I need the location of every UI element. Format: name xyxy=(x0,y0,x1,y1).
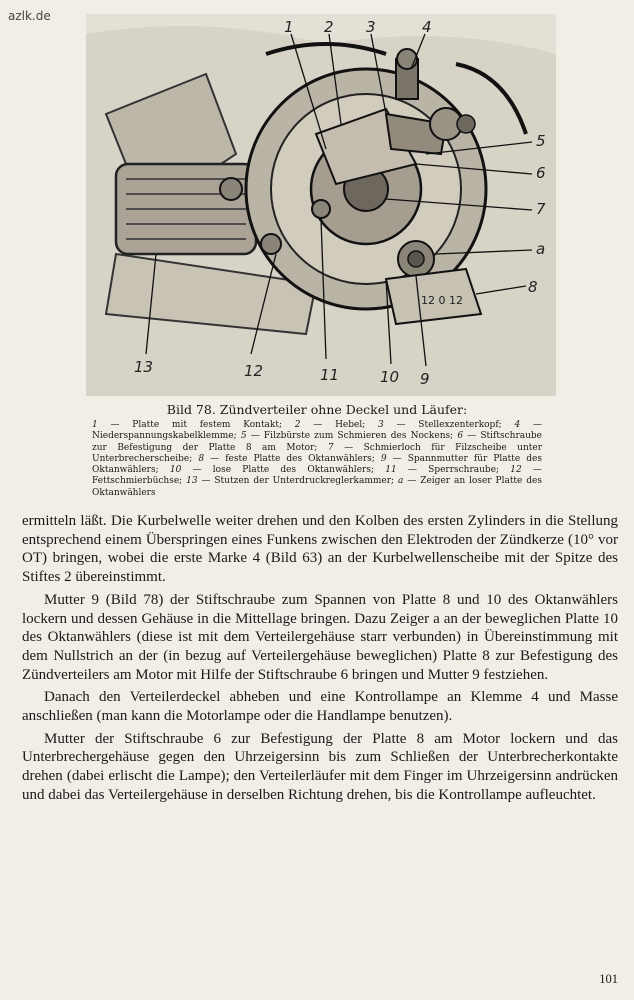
legend-item-number: 2 xyxy=(294,420,301,430)
callout-10: 10 xyxy=(380,368,400,386)
legend-item-number: 6 xyxy=(457,431,464,442)
legend-item-number: 1 xyxy=(92,420,98,430)
callout-8: 8 xyxy=(528,278,538,296)
callout-1: 1 xyxy=(284,18,294,36)
figure-caption-title: Bild 78. Zündverteiler ohne Deckel und Läufer: xyxy=(166,402,468,417)
legend-item-text: — Stellexzenterkopf; xyxy=(383,420,515,430)
callout-5: 5 xyxy=(536,132,546,150)
svg-text:12 0 12: 12 0 12 xyxy=(421,294,463,307)
callout-6: 6 xyxy=(536,164,546,182)
paragraph-4: Mutter der Stiftschraube 6 zur Befestigung der Platte 8 am Motor lockern und das Unterbrechergehäuse gegen den Uhrzeigersinn bis zum Schließen der Unterbrecherkontakte drehen (dabei erlischt die Lampe); den Verteilerläufer mit dem Finger im Uhrzeigersinn andrücken und dabei das Verteilergehäuse in derselben Richtung drehen, bis die Kontrollampe aufleuchtet. xyxy=(22,730,618,803)
legend-item-number: 9 xyxy=(380,453,387,464)
legend-item-text: — Filzbürste zum Schmieren des Nockens; xyxy=(246,431,458,442)
callout-11: 11 xyxy=(320,366,340,384)
legend-item-text: — Fettschmierbüchse; xyxy=(92,465,542,487)
callout-a: a xyxy=(536,240,546,258)
legend-item xyxy=(198,454,381,464)
legend-item-text: — Hebel; xyxy=(300,420,379,430)
legend-item-text: — Stutzen der Unterdruckreglerkammer; xyxy=(197,476,399,487)
page-number: 101 xyxy=(599,972,618,986)
paragraph-3: Danach den Verteilerdeckel abheben und eine Kontrollampe an Klemme 4 und Masse anschließen (man kann die Motorlampe oder die Handlampe benutzen). xyxy=(22,689,618,725)
legend-item-number: 4 xyxy=(514,420,521,430)
paragraph-2: Mutter 9 (Bild 78) der Stiftschraube zum Spannen von Platte 8 und 10 des Oktanwählers lockern und dessen Gehäuse in die Mittellage bringen. Dazu Zeiger a an der beweglichen Platte 10 des Oktanwählers (diese ist mit dem Verteilergehäuse starr verbunden) in Übereinstimmung mit dem Nullstrich an der (in bezug auf Verteilergehäuse beweglichen) Platte 8 zur Befestigung des Zündverteilers am Motor mit Hilfe der Stiftschraube 6 bringen und Mutter 9 festziehen. xyxy=(22,591,618,683)
legend-item-text: — Spannmutter für Platte des Oktanwählers; xyxy=(92,453,542,476)
callout-7: 7 xyxy=(536,200,546,218)
paragraph-1: ermitteln läßt. Die Kurbelwelle weiter drehen und den Kolben des ersten Zylinders in die Stellung entsprechend einem Überspringen eines Funkens zwischen den Elektroden der Zündkerze (10° vor OT) bringen, wobei die erste Marke 4 (Bild 63) an der Kurbelwellenscheibe mit der Spitze des Stiftes 2 übereinstimmt. xyxy=(22,513,618,586)
legend-item-number: a xyxy=(398,476,404,487)
legend-item-text: — Sperrschraube; xyxy=(396,465,511,476)
legend-item xyxy=(241,431,458,441)
legend-item xyxy=(92,420,295,430)
legend-item-text: — Schmierloch für Filzscheibe unter Unterbrecherscheibe; xyxy=(92,442,542,464)
legend-item-number: 3 xyxy=(378,420,384,430)
legend-item-number: 13 xyxy=(186,476,198,487)
legend-item-text: — Stiftschraube zur Befestigung der Platte 8 am Motor; xyxy=(92,431,542,453)
figure-legend xyxy=(92,420,542,499)
watermark: azlk.de xyxy=(8,9,51,23)
legend-item-number: 5 xyxy=(240,431,247,442)
legend-item-number: 7 xyxy=(327,442,334,453)
legend-item xyxy=(186,476,398,486)
legend-item-text: — Zeiger an loser Platte des Oktanwählers xyxy=(92,476,542,498)
callout-4: 4 xyxy=(422,18,432,36)
callout-13: 13 xyxy=(134,358,154,376)
legend-item-text: — Platte mit festem Kontakt; xyxy=(97,420,295,430)
callout-3: 3 xyxy=(366,18,376,36)
legend-item xyxy=(385,465,510,475)
legend-item-number: 10 xyxy=(169,465,182,476)
legend-item-number: 8 xyxy=(198,453,205,464)
legend-item-text: — lose Platte des Oktanwählers; xyxy=(181,465,386,476)
legend-item-text: — Niederspannungskabelklemme; xyxy=(92,420,542,442)
legend-item-number: 12 xyxy=(510,465,522,476)
distributor-figure xyxy=(86,14,556,396)
distributor-illustration xyxy=(86,14,556,396)
legend-item-number: 11 xyxy=(385,465,397,476)
callout-2: 2 xyxy=(324,18,334,36)
legend-item-text: — feste Platte des Oktanwählers; xyxy=(204,453,381,464)
legend-item xyxy=(170,465,385,475)
callout-9: 9 xyxy=(420,370,430,388)
callout-12: 12 xyxy=(244,362,264,380)
body-text xyxy=(22,512,618,805)
legend-item xyxy=(295,420,378,430)
legend-item xyxy=(378,420,514,430)
